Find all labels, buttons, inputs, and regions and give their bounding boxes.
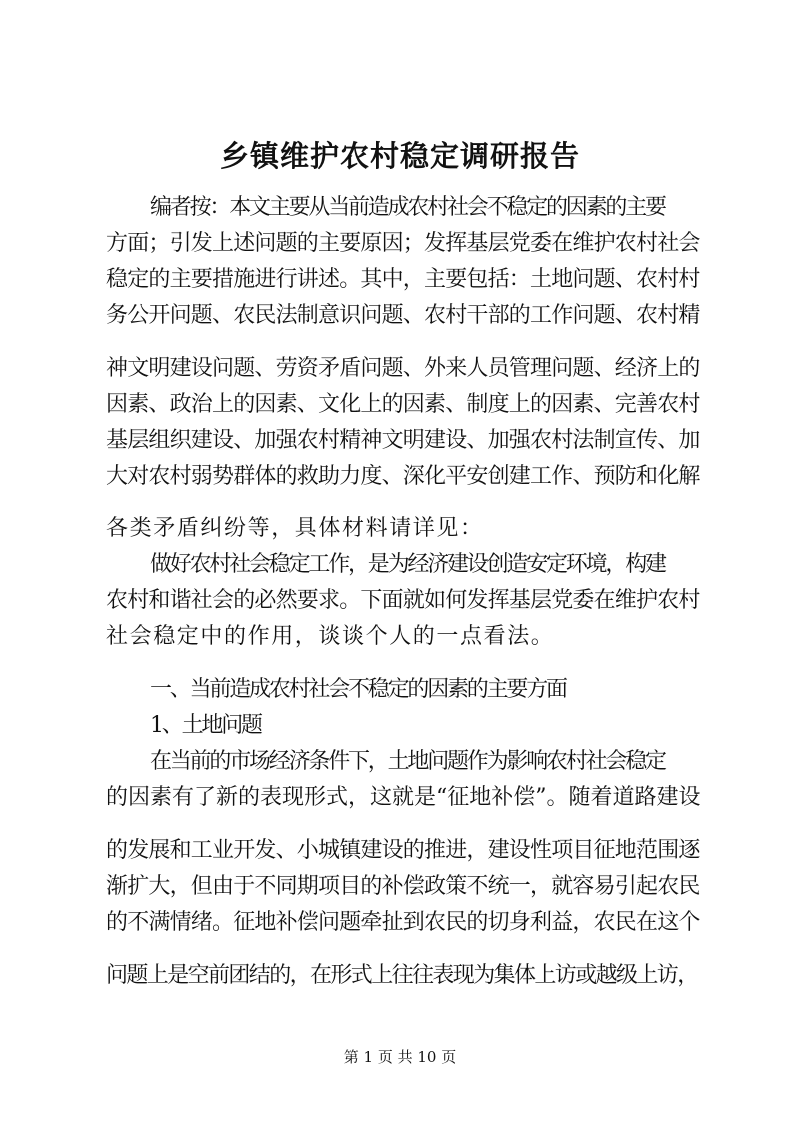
- body-line: 因素、政治上的因素、文化上的因素、制度上的因素、完善农村: [106, 392, 700, 417]
- body-line: 各类矛盾纠纷等，具体材料请详见：: [106, 516, 484, 541]
- body-line: 的发展和工业开发、小城镇建设的推进，建设性项目征地范围逐: [106, 838, 700, 863]
- body-line: 大对农村弱势群体的救助力度、深化平安创建工作、预防和化解: [106, 464, 700, 489]
- body-line: 的因素有了新的表现形式，这就是“征地补偿”。随着道路建设: [106, 785, 701, 810]
- body-line: 务公开问题、农民法制意识问题、农村干部的工作问题、农村精: [106, 303, 700, 328]
- subsection-heading: 1、土地问题: [150, 713, 261, 738]
- body-line: 做好农村社会稳定工作，是为经济建设创造安定环境，构建: [150, 552, 665, 577]
- page-footer: 第 1 页 共 10 页: [343, 1048, 457, 1066]
- document-title: 乡镇维护农村稳定调研报告: [219, 139, 580, 173]
- body-line: 在当前的市场经济条件下，土地问题作为影响农村社会稳定: [150, 749, 665, 774]
- body-line: 方面；引发上述问题的主要原因；发挥基层党委在维护农村社会: [106, 231, 700, 256]
- body-line: 基层组织建设、加强农村精神文明建设、加强农村法制宣传、加: [106, 428, 700, 453]
- body-line: 问题上是空前团结的，在形式上往往表现为集体上访或越级上访，: [106, 963, 698, 988]
- body-line: 神文明建设问题、劳资矛盾问题、外来人员管理问题、经济上的: [106, 356, 700, 381]
- body-line: 稳定的主要措施进行讲述。其中，主要包括：土地问题、农村村: [106, 267, 700, 292]
- section-heading: 一、当前造成农村社会不稳定的因素的主要方面: [150, 677, 566, 702]
- body-line: 的不满情绪。征地补偿问题牵扯到农民的切身利益，农民在这个: [106, 910, 700, 935]
- body-line: 社会稳定中的作用，谈谈个人的一点看法。: [106, 624, 555, 649]
- body-line: 农村和谐社会的必然要求。下面就如何发挥基层党委在维护农村: [106, 588, 700, 613]
- body-line: 渐扩大，但由于不同期项目的补偿政策不统一，就容易引起农民: [106, 874, 700, 899]
- body-line: 编者按：本文主要从当前造成农村社会不稳定的因素的主要: [150, 195, 665, 220]
